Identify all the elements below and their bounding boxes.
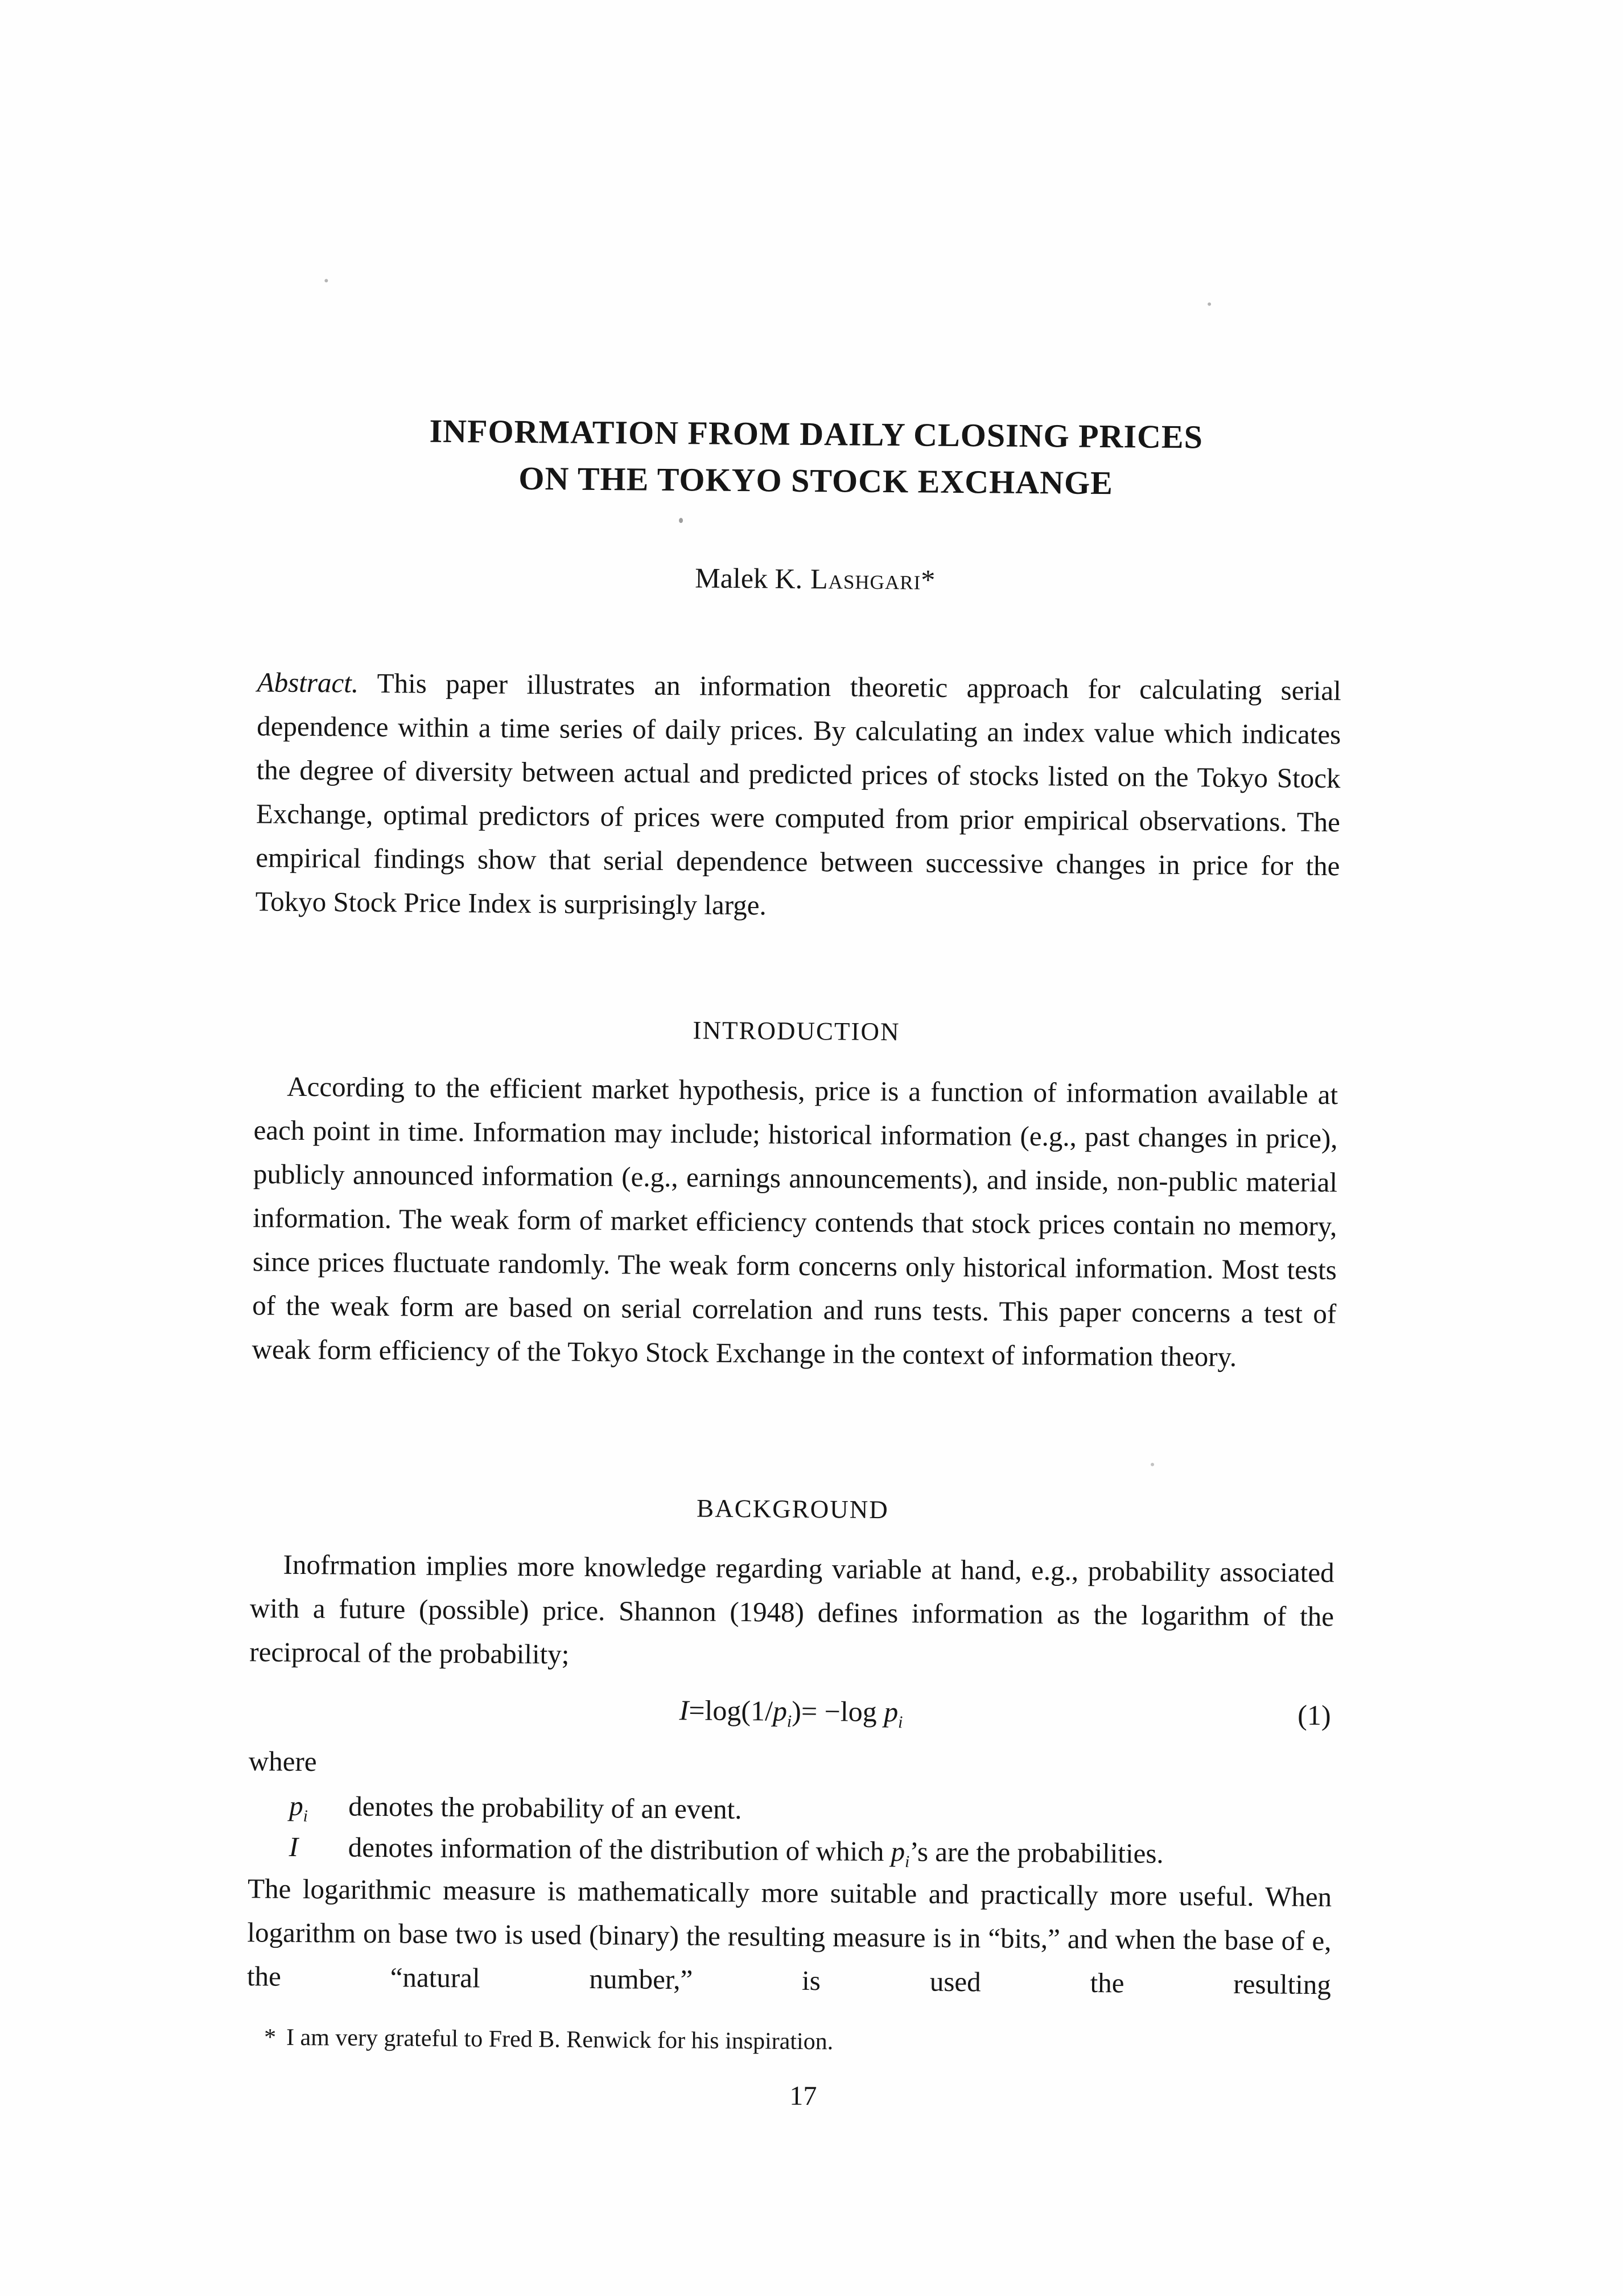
equation-operator: =log(1/ <box>689 1694 773 1727</box>
footnote-marker: * <box>263 2024 277 2051</box>
subscript-i: i <box>904 1853 910 1872</box>
definition-description <box>348 1831 1164 1872</box>
where-label: where <box>248 1745 317 1778</box>
subscript-i: i <box>897 1713 903 1732</box>
page-number: 17 <box>789 2080 817 2112</box>
subscript-i: i <box>303 1807 308 1825</box>
section-heading-background: BACKGROUND <box>696 1494 889 1524</box>
paper-title <box>4 405 1623 510</box>
definition-I <box>289 1827 1163 1874</box>
abstract-label: Abstract. <box>257 666 359 699</box>
scan-speck <box>1208 302 1211 306</box>
definition-description-post: ’s are the probabilities. <box>909 1836 1164 1869</box>
author-line <box>3 556 1623 601</box>
definition-pi <box>289 1786 742 1829</box>
definition-term-symbol: I <box>289 1831 299 1862</box>
continuation-paragraph: The logarithmic measure is mathematically more suitable and practically more useful. When logarithm on base two is used (binary) the resulting measure is in “bits,” and when the base of e, the “natural number,” is used the resulting <box>246 1873 1332 2001</box>
subscript-i: i <box>786 1712 792 1731</box>
scan-speck <box>679 518 683 523</box>
author-surname: Lashgari <box>810 562 921 596</box>
footnote-text: I am very grateful to Fred B. Renwick for his inspiration. <box>286 2024 834 2055</box>
equation-1 <box>249 1690 1333 1732</box>
definition-description: denotes the probability of an event. <box>348 1790 742 1825</box>
definition-description-pre: denotes information of the distribution of which <box>348 1831 891 1868</box>
definition-term <box>289 1786 349 1827</box>
definition-variable-p: p <box>891 1836 905 1868</box>
scan-speck <box>1151 1463 1154 1466</box>
equation-variable-I: I <box>679 1694 689 1726</box>
author-footnote-marker: * <box>921 563 936 596</box>
footnote <box>264 2024 1231 2059</box>
introduction-paragraph: According to the efficient market hypothesis, price is a function of information available at each point in time. Information may include; historical information (e.g., past changes in price), publicly announced information (e.g., earnings announcements), and inside, non-public material information. The weak form of market efficiency contends that stock prices contain no memory, since prices fluctuate randomly. The weak form concerns only historical information. Most tests of the weak form are based on serial correlation and runs tests. This paper concerns a test of weak form efficiency of the Tokyo Stock Exchange in the context of information theory. <box>252 1070 1338 1372</box>
paper-title-line1: INFORMATION FROM DAILY CLOSING PRICES <box>429 412 1204 456</box>
definition-term <box>289 1827 348 1868</box>
section-heading-introduction: INTRODUCTION <box>693 1016 900 1046</box>
scan-speck <box>324 279 328 282</box>
abstract-paragraph <box>255 660 1341 931</box>
background-paragraph: Inofrmation implies more knowledge regarding variable at hand, e.g., probability associated with a future (possible) price. Shannon (1948) defines information as the logarithm of the reciprocal of the probability; <box>249 1548 1334 1670</box>
equation-operator: )= −log <box>792 1695 884 1728</box>
definition-term-symbol: p <box>289 1790 304 1822</box>
author-given-name: Malek K. <box>695 562 803 595</box>
equation-number: (1) <box>1297 1699 1331 1732</box>
equation-variable-p: p <box>772 1695 788 1727</box>
paper-title-line2: ON THE TOKYO STOCK EXCHANGE <box>518 459 1114 502</box>
abstract-text: This paper illustrates an information theoretic approach for calculating serial dependence within a time series of daily prices. By calculating an index value which indicates the degree of diversity between actual and predicted prices of stocks listed on the Tokyo Stock Exchange, optimal predictors of prices were computed from prior empirical observations. The empirical findings show that serial dependence between successive changes in price for the Tokyo Stock Price Index is surprisingly large. <box>255 667 1341 921</box>
equation-1-body <box>679 1694 903 1732</box>
equation-variable-p: p <box>884 1696 899 1728</box>
